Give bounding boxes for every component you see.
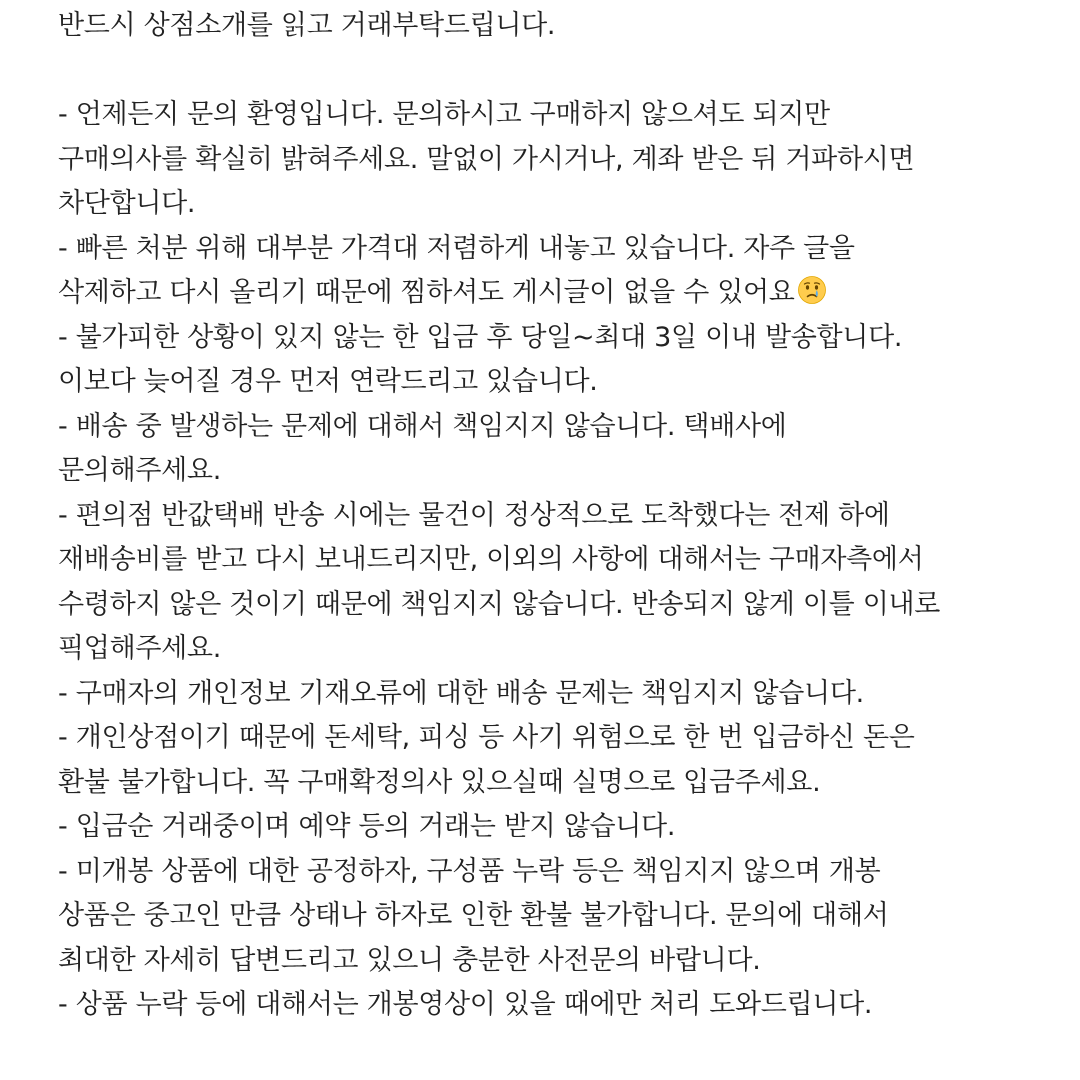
notice-line: - 편의점 반값택배 반송 시에는 물건이 정상적으로 도착했다는 전제 하에 — [58, 499, 890, 531]
notice-line: 차단합니다. — [58, 188, 196, 219]
notice-line: 문의해주세요. — [58, 455, 221, 486]
notice-line: 상품은 중고인 만큼 상태나 하자로 인한 환불 불가합니다. 문의에 대해서 — [58, 900, 889, 931]
notice-line: - 개인상점이기 때문에 돈세탁, 피싱 등 사기 위험으로 한 번 입금하신 돈은 — [58, 722, 915, 753]
notice-line: - 구매자의 개인정보 기재오류에 대한 배송 문제는 책임지지 않습니다. — [58, 677, 864, 709]
notice-line: 최대한 자세히 답변드리고 있으니 충분한 사전문의 바랍니다. — [58, 944, 761, 976]
notice-line: - 빠른 처분 위해 대부분 가격대 저렴하게 내놓고 있습니다. 자주 글을 — [58, 232, 855, 264]
notice-line: 수령하지 않은 것이기 때문에 책임지지 않습니다. 반송되지 않게 이틀 이내로 — [58, 588, 941, 620]
notice-line: 구매의사를 확실히 밝혀주세요. 말없이 가시거나, 계좌 받은 뒤 거파하시면 — [58, 143, 915, 175]
notice-line: - 입금순 거래중이며 예약 등의 거래는 받지 않습니다. — [58, 811, 676, 842]
crying-face-emoji-icon — [797, 275, 827, 320]
notice-line: 픽업해주세요. — [58, 633, 221, 664]
notice-line: - 배송 중 발생하는 문제에 대해서 책임지지 않습니다. 택배사에 — [58, 410, 787, 442]
notice-line: 환불 불가합니다. 꼭 구매확정의사 있으실때 실명으로 입금주세요. — [58, 766, 821, 798]
notice-heading: 반드시 상점소개를 읽고 거래부탁드립니다. — [58, 10, 556, 41]
shop-notice — [58, 4, 1068, 1028]
notice-line: - 미개봉 상품에 대한 공정하자, 구성품 누락 등은 책임지지 않으며 개봉 — [58, 855, 881, 887]
notice-line-text: 삭제하고 다시 올리기 때문에 찜하셔도 게시글이 없을 수 있어요 — [58, 277, 795, 308]
notice-line: 재배송비를 받고 다시 보내드리지만, 이외의 사항에 대해서는 구매자측에서 — [58, 544, 924, 575]
notice-line: - 언제든지 문의 환영입니다. 문의하시고 구매하지 않으셔도 되지만 — [58, 99, 830, 130]
notice-line: - 상품 누락 등에 대해서는 개봉영상이 있을 때에만 처리 도와드립니다. — [58, 989, 873, 1020]
notice-line: - 불가피한 상황이 있지 않는 한 입금 후 당일~최대 3일 이내 발송합니다. — [58, 321, 903, 353]
notice-blank-line — [58, 49, 1068, 94]
notice-line-with-emoji — [58, 271, 1068, 316]
notice-line: 이보다 늦어질 경우 먼저 연락드리고 있습니다. — [58, 366, 598, 397]
